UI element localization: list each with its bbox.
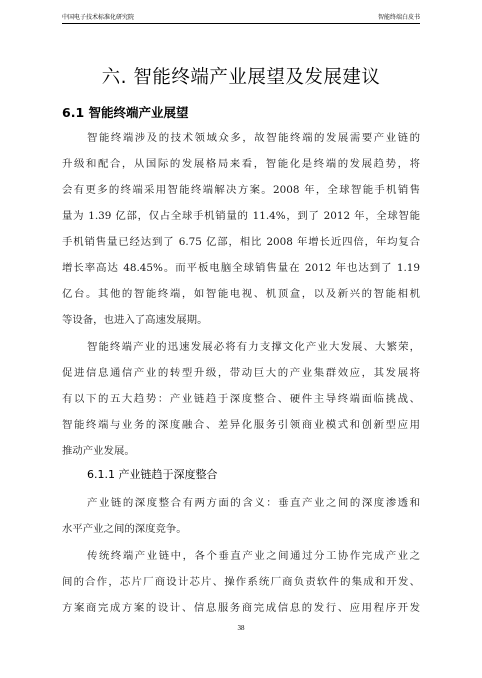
- paragraph-line: 有以下的五大趋势：产业链趋于深度整合、硬件主导终端面临挑战、: [62, 393, 420, 405]
- paragraph-line: 亿台。其他的智能终端，如智能电视、机顶盒，以及新兴的智能相机: [62, 288, 420, 300]
- section-title: 6.1 智能终端产业展望: [62, 105, 189, 120]
- paragraph-line: 水平产业之间的深度竞争。: [62, 523, 187, 535]
- paragraph-line: 会有更多的终端采用智能终端解决方案。2008 年，全球智能手机销售: [62, 184, 420, 196]
- paragraph-line: 方案商完成方案的设计、信息服务商完成信息的发行、应用程序开发: [62, 602, 420, 614]
- paragraph-line: 手机销售量已经达到了 6.75 亿部，相比 2008 年增长近四倍，年均复合: [62, 236, 420, 248]
- paragraph-line: 产业链的深度整合有两方面的含义：垂直产业之间的深度渗透和: [87, 497, 420, 509]
- header-organization: 中国电子技术标准化研究院: [62, 14, 135, 21]
- running-header: [62, 9, 420, 24]
- paragraph-line: 智能终端与业务的深度融合、差异化服务引领商业模式和创新型应用: [62, 419, 420, 431]
- paragraph-line: 促进信息通信产业的转型升级，带动巨大的产业集群效应，其发展将: [62, 367, 420, 379]
- page-number: 38: [237, 624, 245, 632]
- paragraph-line: 智能终端产业的迅速发展必将有力支撑文化产业大发展、大繁荣，: [87, 341, 420, 353]
- paragraph-line: 智能终端涉及的技术领域众多，故智能终端的发展需要产业链的: [87, 132, 420, 144]
- header-document-title: 智能终端白皮书: [377, 14, 420, 21]
- paragraph-line: 增长率高达 48.45%。而平板电脑全球销售量在 2012 年也达到了 1.19: [62, 262, 420, 274]
- paragraph-line: 量为 1.39 亿部，仅占全球手机销量的 11.4%，到了 2012 年，全球智能: [62, 210, 420, 222]
- subsection-title: 6.1.1 产业链趋于深度整合: [87, 468, 218, 481]
- chapter-title: 六. 智能终端产业展望及发展建议: [101, 67, 381, 88]
- paragraph-line: 等设备，也进入了高速发展期。: [62, 314, 208, 326]
- paragraph-line: 传统终端产业链中，各个垂直产业之间通过分工协作完成产业之: [87, 550, 420, 562]
- paragraph-line: 间的合作，芯片厂商设计芯片、操作系统厂商负责软件的集成和开发、: [62, 576, 420, 588]
- paragraph-line: 推动产业发展。: [62, 445, 135, 457]
- paragraph-line: 升级和配合，从国际的发展格局来看，智能化是终端的发展趋势，将: [62, 158, 420, 170]
